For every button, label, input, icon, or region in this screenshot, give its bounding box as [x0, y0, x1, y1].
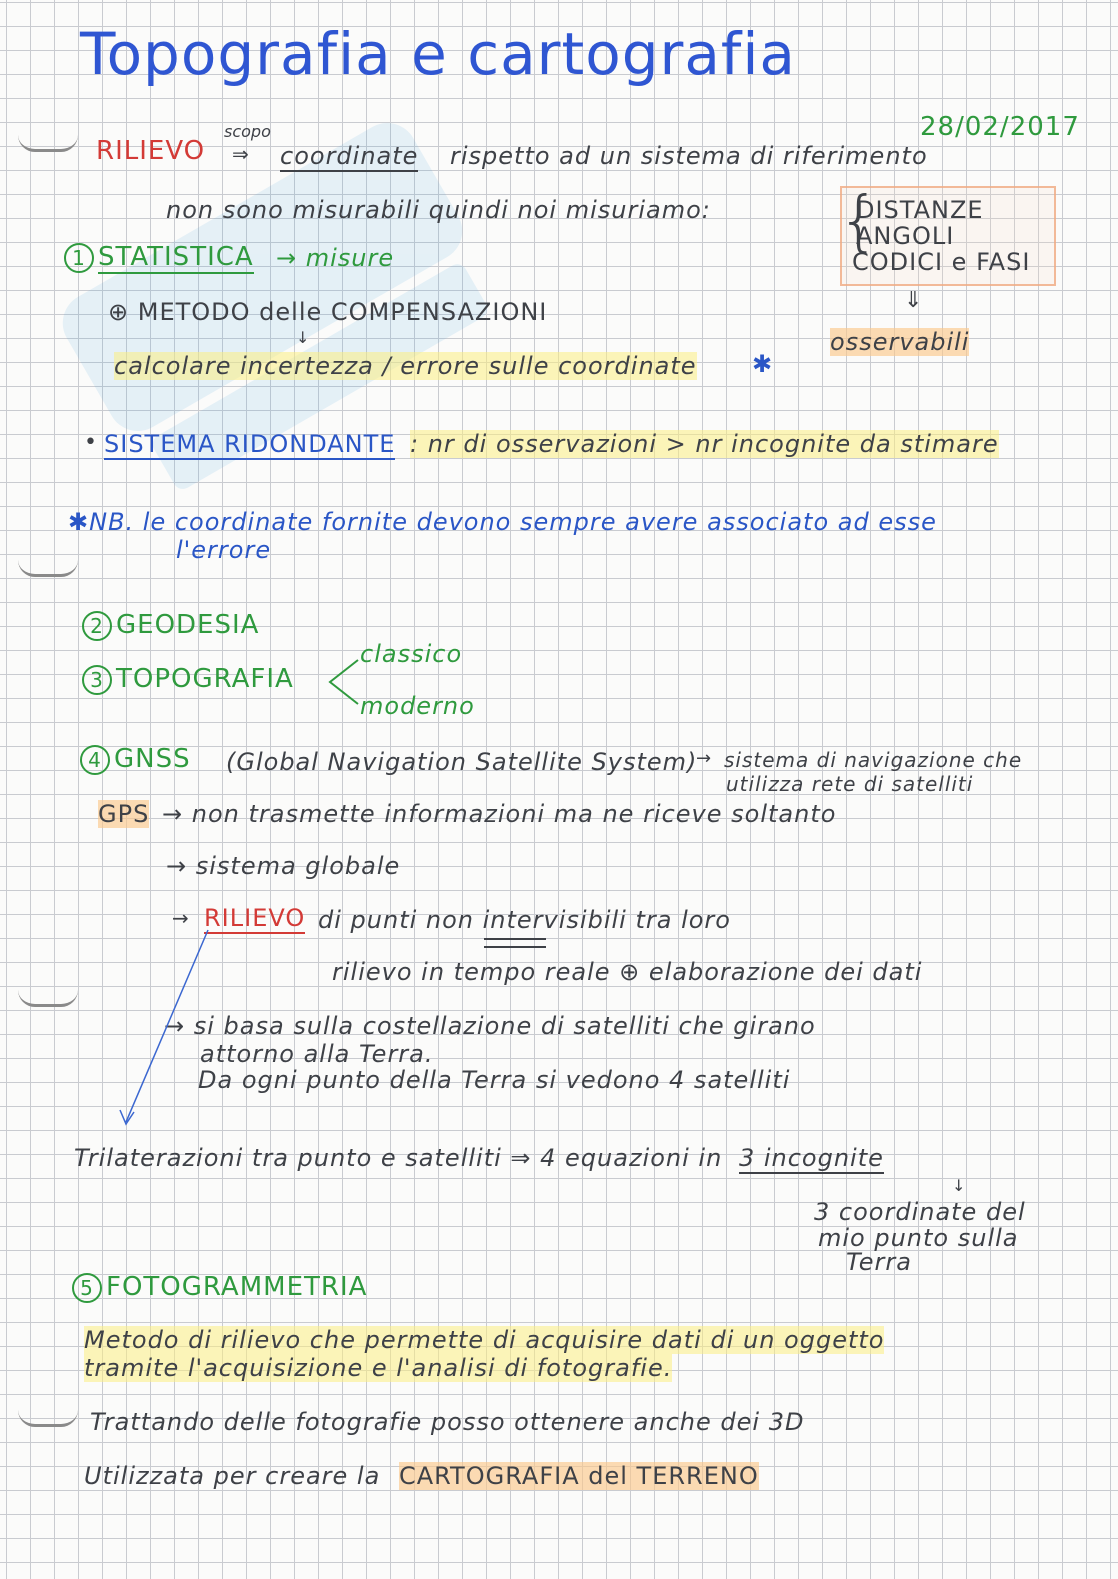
gps-line-4c: Da ogni punto della Terra si vedono 4 satelliti: [198, 1066, 791, 1094]
punch-hole-mark: [18, 135, 78, 152]
coord-line-1: 3 coordinate del: [814, 1198, 1026, 1226]
bullet-dot: •: [84, 430, 97, 455]
section-4-heading: [80, 744, 191, 775]
rilievo-label: RILIEVO: [96, 136, 206, 166]
down-arrow: ↓: [952, 1176, 966, 1195]
measure-item: CODICI e FASI: [852, 248, 1031, 276]
arrow-symbol: →: [696, 748, 713, 769]
foto-line-4-a: Utilizzata per creare la: [84, 1462, 381, 1490]
gps-line-3: [318, 906, 731, 934]
section-3-heading: [82, 664, 294, 695]
nb-line-2: l'errore: [176, 536, 272, 564]
rilievo-line2: non sono misurabili quindi noi misuriamo:: [166, 196, 711, 224]
foto-line-2: [84, 1354, 672, 1382]
measure-item: ANGOLI: [856, 222, 955, 250]
gps-line-2: → sistema globale: [166, 852, 401, 880]
trilaterazioni-line: [74, 1144, 884, 1172]
rilievo-rest: rispetto ad un sistema di riferimento: [450, 142, 928, 170]
section-1-note: → misure: [276, 244, 395, 272]
section-number: 1: [64, 243, 94, 273]
section-number: 5: [72, 1273, 102, 1303]
foto-line-2-text: tramite l'acquisizione e l'analisi di fotografie.: [84, 1354, 673, 1382]
section-number: 4: [80, 745, 110, 775]
foto-line-4-b: CARTOGRAFIA del TERRENO: [398, 1462, 759, 1490]
section-5-heading: [72, 1272, 367, 1303]
connector-arrow: [110, 924, 220, 1134]
section-1-heading: [64, 242, 254, 273]
section-2-heading: [82, 610, 259, 641]
page-title: Topografia e cartografia: [80, 20, 796, 88]
gps-line-4b: attorno alla Terra.: [200, 1040, 434, 1068]
down-arrow: ⇓: [904, 288, 923, 313]
coord-line-3: Terra: [846, 1248, 912, 1276]
gps-line-1: → non trasmette informazioni ma ne riceve soltanto: [162, 800, 837, 828]
gps-rilievo-label: RILIEVO: [204, 904, 306, 932]
classico-label: classico: [360, 640, 463, 668]
foto-line-1: [84, 1326, 884, 1354]
asterisk-icon: ✱: [752, 350, 774, 378]
date: 28/02/2017: [920, 112, 1080, 142]
double-underline: [484, 938, 546, 948]
coord-line-2: mio punto sulla: [818, 1224, 1019, 1252]
branch-arrow: [322, 652, 362, 712]
gps-line-3-text: di punti non intervisibili tra loro: [318, 906, 731, 934]
gnss-expansion: (Global Navigation Satellite System): [226, 748, 698, 776]
metodo-line: ⊕ METODO delle COMPENSAZIONI: [108, 298, 548, 326]
calcolare-line: calcolare incertezza / errore sulle coordinate: [114, 352, 697, 380]
section-number: 3: [82, 665, 112, 695]
incognite-text: 3 incognite: [738, 1144, 884, 1172]
trilaterazioni-text: Trilaterazioni tra punto e satelliti ⇒ 4 equazioni in: [74, 1144, 723, 1172]
punch-hole-mark: [18, 1410, 78, 1427]
section-label: FOTOGRAMMETRIA: [106, 1272, 368, 1302]
sistema-ridondante-rest: : nr di osservazioni > nr incognite da stimare: [410, 430, 999, 458]
foto-line-4: [84, 1462, 759, 1490]
gps-line-3b: rilievo in tempo reale ⊕ elaborazione dei dati: [332, 958, 923, 986]
section-number: 2: [82, 611, 112, 641]
scopo-label: scopo: [224, 122, 271, 141]
sistema-ridondante-label: SISTEMA RIDONDANTE: [104, 430, 396, 458]
foto-line-1-text: Metodo di rilievo che permette di acquisire dati di un oggetto: [84, 1326, 885, 1354]
punch-hole-mark: [18, 560, 78, 577]
gps-label: GPS: [98, 800, 150, 828]
down-arrow: ↓: [296, 328, 310, 347]
section-label: GNSS: [114, 744, 191, 774]
gnss-desc-2: utilizza rete di satelliti: [726, 772, 974, 796]
foto-line-3: Trattando delle fotografie posso ottenere anche dei 3D: [90, 1408, 805, 1436]
coordinate-word: coordinate: [280, 142, 419, 170]
nb-line-1: ✱NB. le coordinate fornite devono sempre avere associato ad esse: [68, 508, 937, 536]
section-label: TOPOGRAFIA: [116, 664, 294, 694]
brace-symbol: {: [838, 182, 880, 259]
section-label: STATISTICA: [98, 242, 254, 272]
measure-item: DISTANZE: [856, 196, 984, 224]
gnss-desc-1: sistema di navigazione che: [724, 748, 1023, 772]
moderno-label: moderno: [360, 692, 475, 720]
gps-line-4a: → si basa sulla costellazione di satelliti che girano: [164, 1012, 816, 1040]
arrow-symbol: →: [172, 906, 189, 930]
arrow-symbol: ⇒: [232, 142, 249, 166]
osservabili-label: osservabili: [830, 328, 970, 356]
section-label: GEODESIA: [116, 610, 260, 640]
punch-hole-mark: [18, 990, 78, 1007]
